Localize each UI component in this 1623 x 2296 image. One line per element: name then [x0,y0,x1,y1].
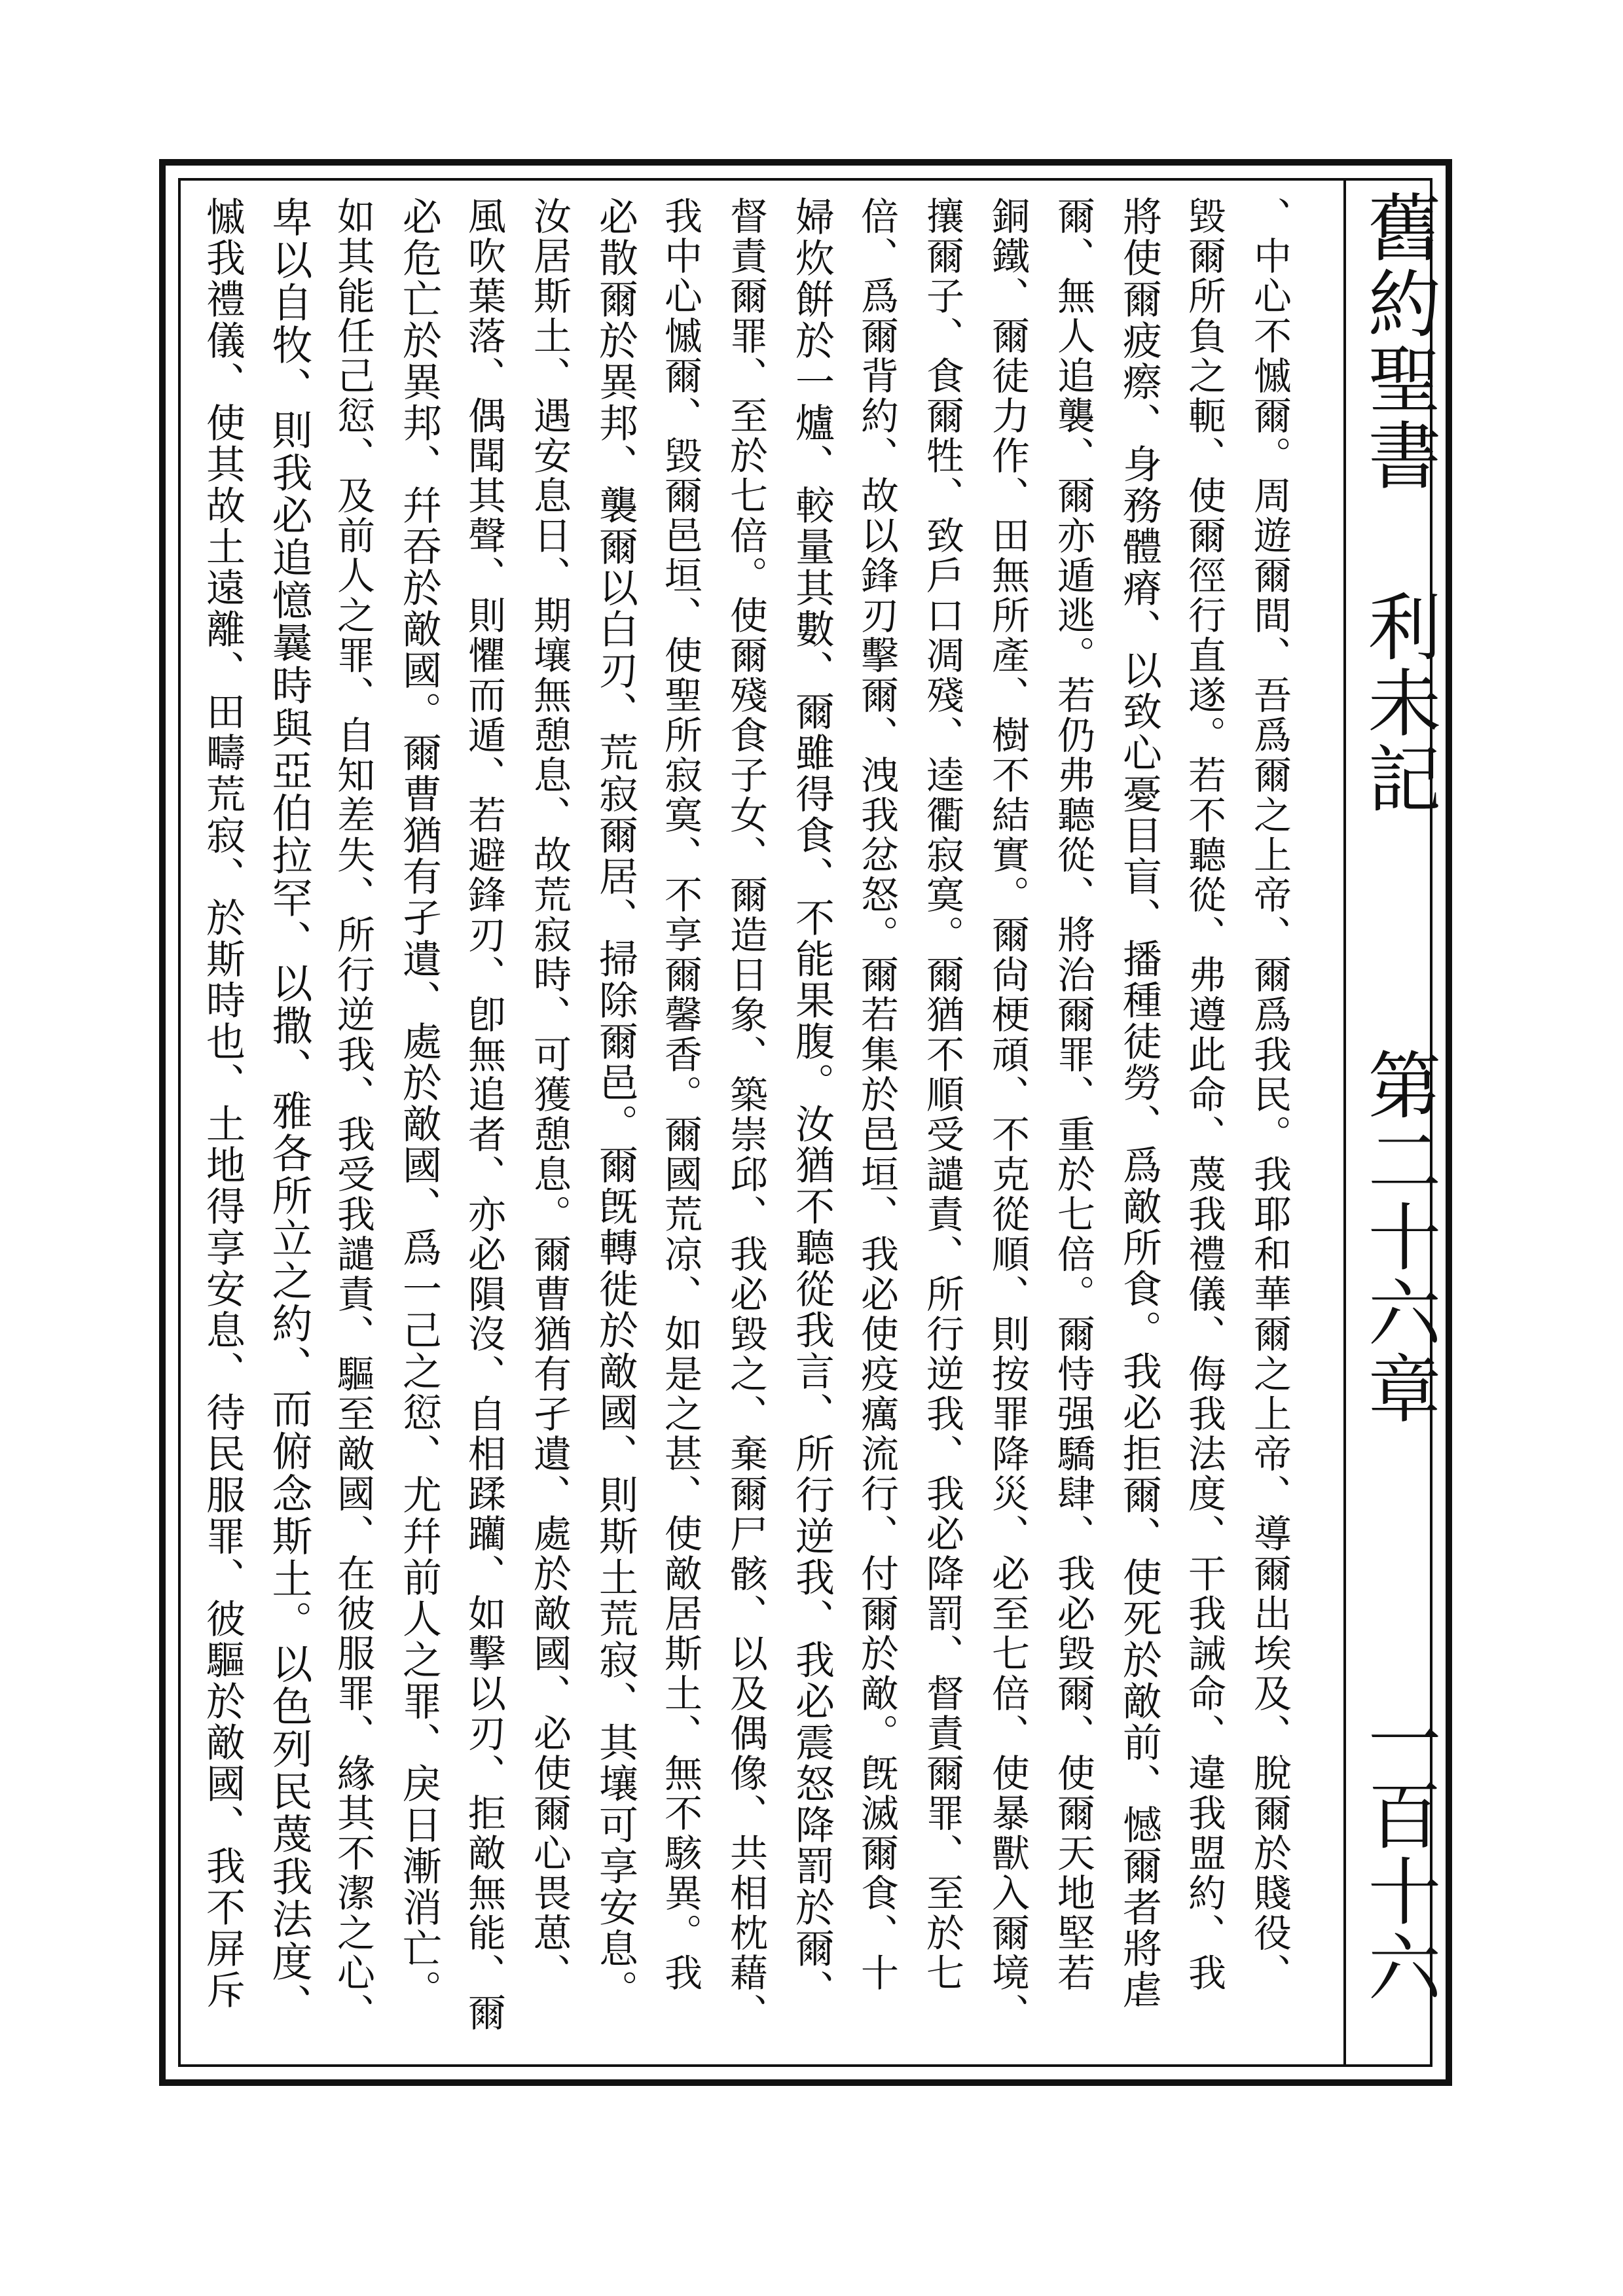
text-column: 、中心不慽爾。周遊爾間、吾爲爾之上帝、爾爲我民。我耶和華爾之上帝、導爾出埃及、脫爾於賤役、 [1247,196,1292,1993]
text-column: 必危亡於異邦、幷吞於敵國。爾曹猶有孑遺、處於敵國、爲一己之愆、尤幷前人之罪、戾日漸消亡。 [396,196,442,2011]
text-column: 攘爾子、食爾牲、致戶口凋殘、逵衢寂寞。爾猶不順受譴責、所行逆我、我必降罰、督責爾罪、至於七 [920,196,964,1993]
header-divider [1343,178,1346,2067]
text-column: 倍、爲爾背約、故以鋒刃擊爾、洩我忿怒。爾若集於邑垣、我必使疫癘流行、付爾於敵。旣滅爾食、十 [854,196,899,1993]
text-column: 必散爾於異邦、襲爾以白刃、荒寂爾居、掃除爾邑。爾旣轉徙於敵國、則斯土荒寂、其壤可享安息。 [593,196,638,2011]
page-number: 一百十六 [1356,1702,1441,2005]
text-column: 卑以自牧、則我必追憶曩時與亞伯拉罕、以撒、雅各所立之約、而俯念斯土。以色列民蔑我法度、 [265,196,313,2026]
text-column: 如其能任己愆、及前人之罪、自知差失、所行逆我、我受我譴責、驅至敵國、在彼服罪、緣其不潔之心、 [331,196,375,2033]
text-column: 將使爾疲瘵、身務體瘠、以致心憂目盲、播種徒勞、爲敵所食。我必拒爾、使死於敵前、憾爾者將虐 [1116,196,1162,2011]
text-column: 婦炊餠於一爐、較量其數、爾雖得食、不能果腹。汝猶不聽從我言、所行逆我、我必震怒降罰於爾、 [789,196,835,2011]
text-column: 我中心慽爾、毀爾邑垣、使聖所寂寞、不享爾馨香。爾國荒凉、如是之甚、使敵居斯土、無不駭異。我 [658,196,702,1993]
text-column: 風吹葉落、偶聞其聲、則懼而遁、若避鋒刃、卽無追者、亦必隕沒、自相蹂躪、如擊以刃、拒敵無能、爾 [462,196,506,2033]
text-column: 督責爾罪、至於七倍。使爾殘食子女、爾造日象、築崇邱、我必毀之、棄爾尸骸、以及偶像、共相枕藉、 [723,196,768,2033]
text-column: 汝居斯土、遇安息日、期壤無憩息、故荒寂時、可獲憩息。爾曹猶有孑遺、處於敵國、必使爾心畏葸、 [527,196,572,1993]
text-column: 爾、無人追襲、爾亦遁逃。若仍弗聽從、將治爾罪、重於七倍。爾恃强驕肆、我必毀爾、使爾天地堅若 [1051,196,1095,1993]
chapter-heading: 第二十六章 [1356,1047,1441,1427]
book-title: 舊約聖書 [1356,190,1441,493]
text-column: 毀爾所負之軛、使爾徑行直遂。若不聽從、弗遵此命、蔑我禮儀、侮我法度、干我誡命、違我盟約、我 [1182,196,1226,1993]
text-column: 銅鐵、爾徒力作、田無所產、樹不結實。爾尙梗頑、不克從順、則按罪降災、必至七倍、使暴獸入爾境、 [985,196,1030,2033]
body-text [196,196,1336,2055]
text-column: 慽我禮儀、使其故土遠離、田疇荒寂、於斯時也、土地得享安息、待民服罪、彼驅於敵國、我不屏斥 [200,196,246,2011]
book-name: 利未記 [1356,589,1441,817]
